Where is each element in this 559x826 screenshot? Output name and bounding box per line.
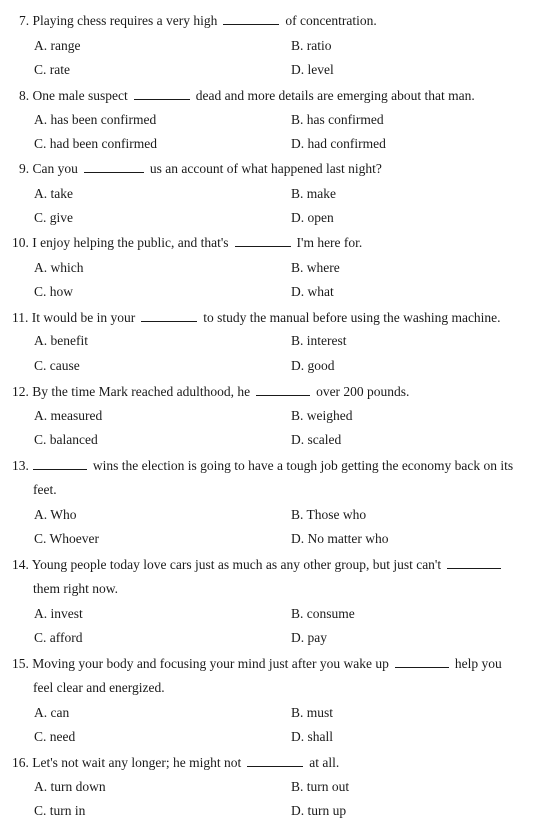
option-b[interactable]: B. turn out <box>291 779 350 794</box>
stem-text-after: of concentration. <box>285 13 377 28</box>
option-b[interactable]: B. interest <box>291 333 347 348</box>
option-b[interactable]: B. Those who <box>291 507 367 522</box>
question-number: 15. <box>12 656 29 671</box>
stem-text-before: One male suspect <box>32 88 128 103</box>
question-stem <box>12 384 409 400</box>
question-number: 8. <box>19 88 30 103</box>
option-c[interactable]: C. how <box>34 284 74 299</box>
option-d[interactable]: D. good <box>291 358 335 373</box>
option-d[interactable]: D. open <box>291 210 334 225</box>
question-stem <box>12 458 513 474</box>
answer-blank <box>395 656 449 668</box>
answer-blank <box>134 88 190 100</box>
question-number: 12. <box>12 384 29 399</box>
stem-text-before: Young people today love cars just as much as any other group, but just can't <box>31 557 442 572</box>
question-stem <box>12 755 339 771</box>
question-stem <box>12 310 501 326</box>
option-d[interactable]: D. No matter who <box>291 531 389 546</box>
option-a[interactable]: A. can <box>34 705 70 720</box>
option-a[interactable]: A. Who <box>34 507 77 522</box>
option-b[interactable]: B. make <box>291 186 336 201</box>
answer-blank <box>256 384 310 396</box>
stem-text-before: Moving your body and focusing your mind just after you wake up <box>32 656 389 671</box>
option-c[interactable]: C. Whoever <box>34 531 99 546</box>
answer-blank <box>33 458 87 470</box>
question-number: 7. <box>19 13 30 28</box>
option-b[interactable]: B. where <box>291 260 340 275</box>
stem-continuation: them right now. <box>33 581 118 596</box>
option-b[interactable]: B. must <box>291 705 334 720</box>
stem-text-after: us an account of what happened last night? <box>149 161 382 176</box>
option-c[interactable]: C. had been confirmed <box>34 136 157 151</box>
option-b[interactable]: B. ratio <box>291 38 332 53</box>
question-number: 14. <box>12 557 29 572</box>
option-d[interactable]: D. turn up <box>291 803 347 818</box>
stem-text-after: to study the manual before using the washing machine. <box>203 310 501 325</box>
question-number: 9. <box>19 161 30 176</box>
answer-blank <box>141 310 197 322</box>
stem-text-after: at all. <box>309 755 340 770</box>
option-a[interactable]: A. has been confirmed <box>34 112 157 127</box>
option-a[interactable]: A. benefit <box>34 333 88 348</box>
stem-text-before: Can you <box>32 161 78 176</box>
question-number: 16. <box>12 755 29 770</box>
option-c[interactable]: C. cause <box>34 358 80 373</box>
option-d[interactable]: D. what <box>291 284 334 299</box>
answer-blank <box>447 557 501 569</box>
question-stem <box>12 656 502 672</box>
option-a[interactable]: A. invest <box>34 606 83 621</box>
question-number: 11. <box>12 310 29 325</box>
stem-text-before: By the time Mark reached adulthood, he <box>32 384 251 399</box>
question-stem <box>12 235 362 251</box>
option-c[interactable]: C. give <box>34 210 73 225</box>
answer-blank <box>223 13 279 25</box>
option-b[interactable]: B. consume <box>291 606 355 621</box>
option-a[interactable]: A. range <box>34 38 81 53</box>
option-a[interactable]: A. take <box>34 186 73 201</box>
option-d[interactable]: D. shall <box>291 729 333 744</box>
option-b[interactable]: B. has confirmed <box>291 112 384 127</box>
answer-blank <box>247 755 303 767</box>
option-d[interactable]: D. pay <box>291 630 327 645</box>
question-number: 13. <box>12 458 29 473</box>
option-c[interactable]: C. afford <box>34 630 83 645</box>
stem-text-before: Let's not wait any longer; he might not <box>32 755 242 770</box>
option-d[interactable]: D. scaled <box>291 432 342 447</box>
answer-blank <box>84 161 144 173</box>
option-a[interactable]: A. measured <box>34 408 103 423</box>
stem-continuation: feet. <box>33 482 57 497</box>
stem-text-after: over 200 pounds. <box>316 384 410 399</box>
stem-continuation: feel clear and energized. <box>33 680 165 695</box>
option-a[interactable]: A. turn down <box>34 779 106 794</box>
stem-text-after: I'm here for. <box>296 235 363 250</box>
option-c[interactable]: C. turn in <box>34 803 86 818</box>
question-stem <box>12 557 507 573</box>
stem-text-before: Playing chess requires a very high <box>32 13 218 28</box>
question-stem <box>19 161 382 177</box>
question-stem <box>19 88 475 104</box>
option-a[interactable]: A. which <box>34 260 84 275</box>
option-c[interactable]: C. need <box>34 729 76 744</box>
stem-text-after: help you <box>454 656 502 671</box>
option-d[interactable]: D. level <box>291 62 334 77</box>
stem-text-after: dead and more details are emerging about that man. <box>195 88 475 103</box>
stem-text-after: wins the election is going to have a tough job getting the economy back on its <box>92 458 514 473</box>
answer-blank <box>235 235 291 247</box>
question-number: 10. <box>12 235 29 250</box>
stem-text-before: I enjoy helping the public, and that's <box>32 235 229 250</box>
option-b[interactable]: B. weighed <box>291 408 353 423</box>
stem-text-before: It would be in your <box>31 310 136 325</box>
option-c[interactable]: C. balanced <box>34 432 98 447</box>
question-stem <box>19 13 377 29</box>
option-c[interactable]: C. rate <box>34 62 70 77</box>
option-d[interactable]: D. had confirmed <box>291 136 386 151</box>
